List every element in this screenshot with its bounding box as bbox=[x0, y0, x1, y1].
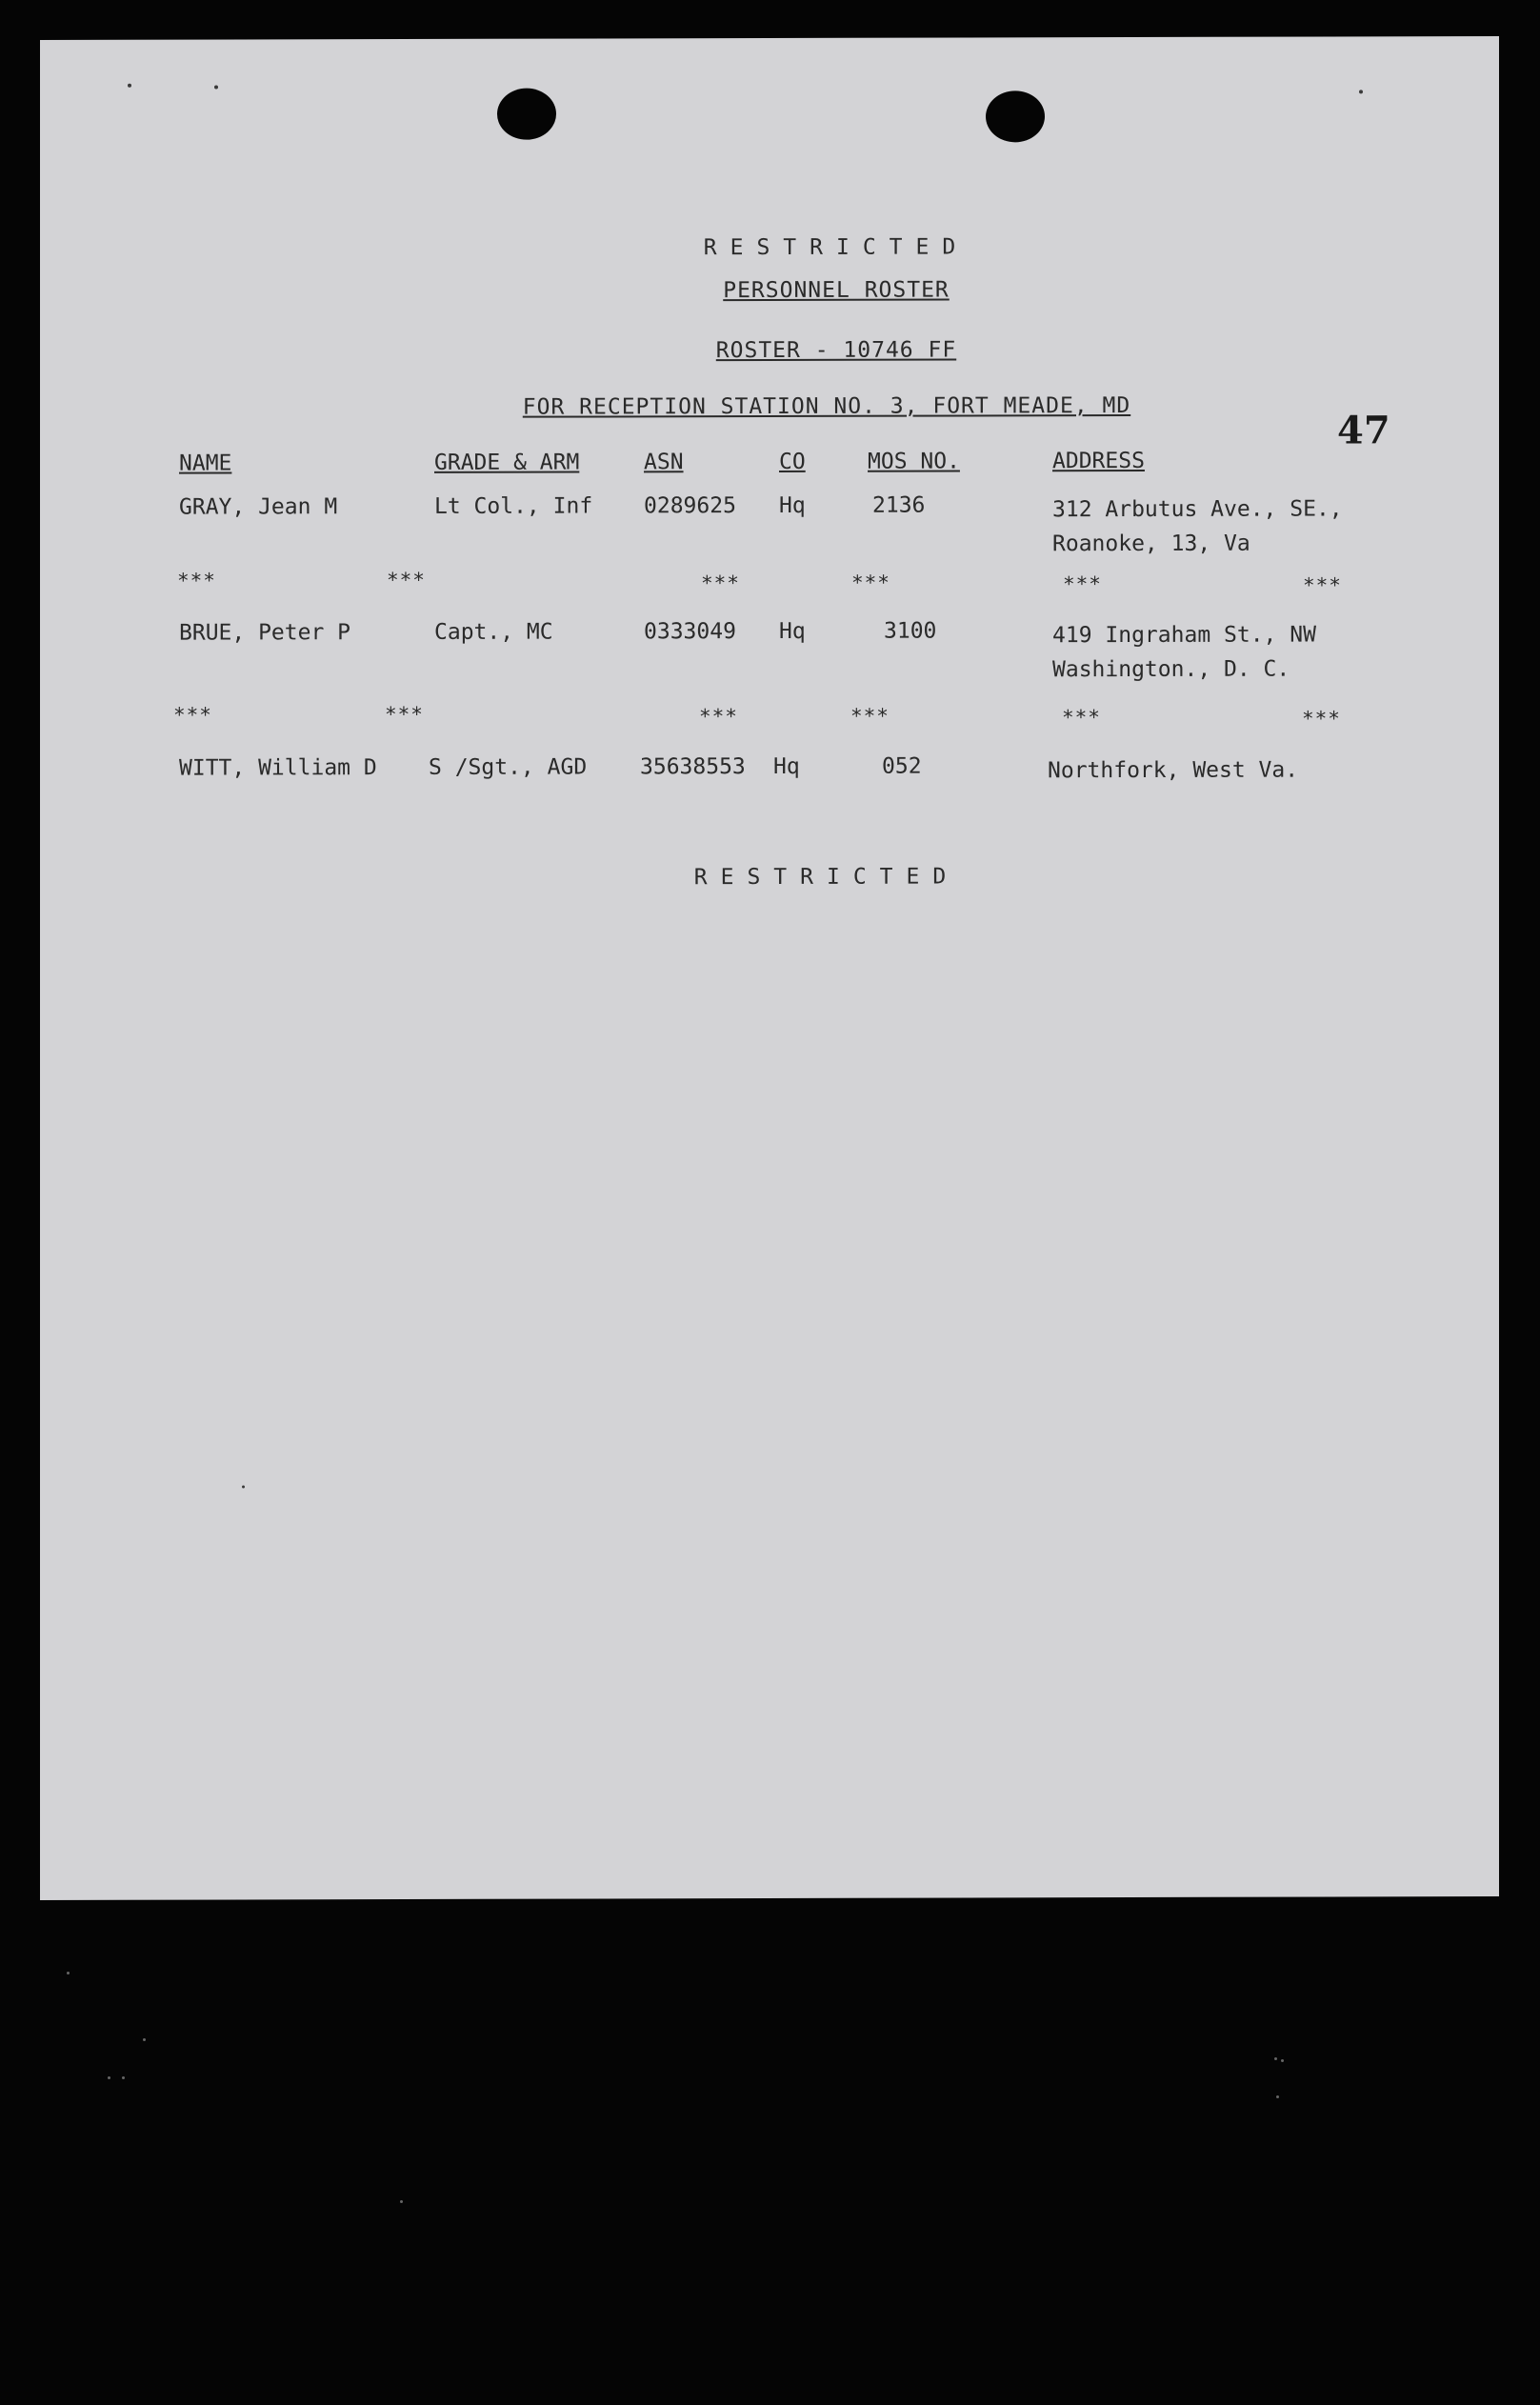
column-header-grade: GRADE & ARM bbox=[434, 450, 580, 475]
table-row bbox=[40, 491, 1499, 557]
dust-speck bbox=[1281, 2059, 1284, 2062]
dust-speck bbox=[1276, 2095, 1279, 2098]
dust-speck bbox=[108, 2076, 110, 2079]
separator: *** bbox=[387, 568, 426, 592]
name-cell: WITT, William D bbox=[179, 755, 377, 781]
table-row bbox=[40, 752, 1499, 784]
punch-hole-left bbox=[497, 89, 556, 140]
page-number: 47 bbox=[1337, 408, 1390, 453]
roster-number: ROSTER - 10746 FF bbox=[715, 337, 957, 364]
mos-cell: 3100 bbox=[884, 618, 937, 644]
co-cell: Hq bbox=[779, 618, 806, 644]
address-line-1: Northfork, West Va. bbox=[1048, 757, 1299, 784]
classification-bottom: RESTRICTED bbox=[693, 864, 960, 891]
grade-cell: Capt., MC bbox=[434, 619, 553, 645]
separator: *** bbox=[699, 705, 738, 729]
document-title: PERSONNEL ROSTER bbox=[723, 277, 950, 304]
dust-speck bbox=[1274, 2057, 1277, 2060]
dust-speck bbox=[122, 2076, 125, 2079]
dust-speck bbox=[143, 2038, 146, 2041]
document-page bbox=[40, 36, 1499, 1900]
address-cell bbox=[1052, 617, 1316, 687]
name-cell: BRUE, Peter P bbox=[179, 620, 351, 646]
speck bbox=[128, 84, 131, 88]
separator: *** bbox=[1063, 572, 1102, 596]
asn-cell: 0289625 bbox=[644, 493, 736, 519]
co-cell: Hq bbox=[773, 753, 800, 779]
address-cell bbox=[1052, 491, 1343, 561]
separator: *** bbox=[851, 571, 890, 594]
speck bbox=[242, 1485, 245, 1488]
separator: *** bbox=[701, 571, 740, 595]
punch-hole-right bbox=[986, 90, 1045, 142]
co-cell: Hq bbox=[779, 492, 806, 518]
dust-speck bbox=[67, 1972, 70, 1974]
address-cell bbox=[1048, 753, 1298, 789]
separator: *** bbox=[1302, 707, 1341, 731]
asn-cell: 0333049 bbox=[644, 619, 736, 645]
address-line-1: 312 Arbutus Ave., SE., bbox=[1052, 496, 1343, 523]
separator: *** bbox=[1303, 573, 1342, 597]
column-header-name: NAME bbox=[179, 451, 232, 476]
speck bbox=[214, 86, 218, 90]
separator: *** bbox=[177, 569, 216, 592]
dust-speck bbox=[400, 2200, 403, 2203]
mos-cell: 052 bbox=[882, 753, 922, 779]
grade-cell: S /Sgt., AGD bbox=[429, 754, 588, 780]
table-row bbox=[40, 617, 1499, 683]
address-line-2: Washington., D. C. bbox=[1052, 656, 1290, 683]
speck bbox=[1359, 90, 1363, 93]
name-cell: GRAY, Jean M bbox=[179, 494, 338, 520]
column-header-asn: ASN bbox=[644, 450, 684, 475]
separator: *** bbox=[385, 702, 424, 727]
separator: *** bbox=[1062, 706, 1101, 730]
column-header-co: CO bbox=[779, 449, 806, 474]
column-header-mos: MOS NO. bbox=[868, 449, 960, 474]
mos-cell: 2136 bbox=[872, 492, 926, 518]
grade-cell: Lt Col., Inf bbox=[434, 493, 593, 519]
separator: *** bbox=[173, 703, 212, 727]
classification-top: RESTRICTED bbox=[703, 234, 970, 261]
address-line-2: Roanoke, 13, Va bbox=[1052, 531, 1250, 557]
station-line: FOR RECEPTION STATION NO. 3, FORT MEADE, MD bbox=[522, 393, 1131, 420]
column-header-address: ADDRESS bbox=[1052, 448, 1145, 474]
separator: *** bbox=[850, 704, 890, 728]
address-line-1: 419 Ingraham St., NW bbox=[1052, 622, 1316, 649]
asn-cell: 35638553 bbox=[640, 754, 746, 780]
